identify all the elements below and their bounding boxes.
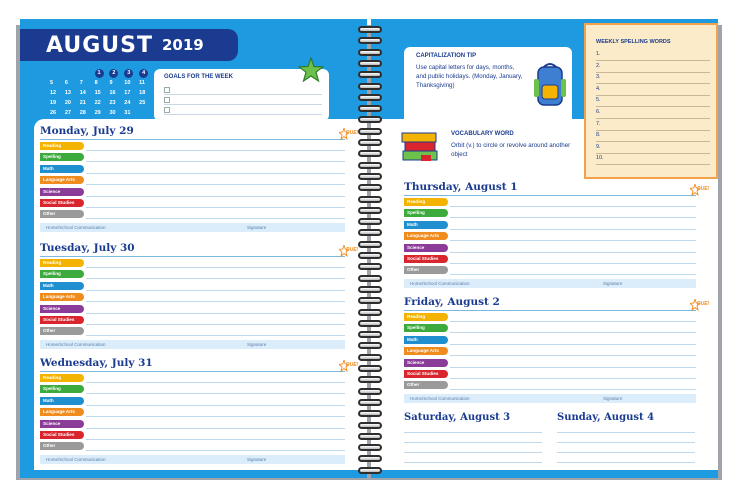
calendar-day: 21 xyxy=(79,100,86,106)
weekend-line[interactable] xyxy=(557,462,695,463)
spiral-ring xyxy=(358,128,382,135)
subject-tag-reading: Reading xyxy=(40,142,84,150)
assignment-line[interactable] xyxy=(86,173,345,174)
left-page xyxy=(20,19,367,478)
subject-tag-social-studies: Social Studies xyxy=(404,370,448,378)
spelling-word-line[interactable]: 1. xyxy=(596,51,710,61)
spiral-ring xyxy=(358,37,382,44)
assignment-line[interactable] xyxy=(86,405,345,406)
assignment-line[interactable] xyxy=(450,389,696,390)
calendar-day: 13 xyxy=(64,90,71,96)
due-badge-label: DUE! xyxy=(346,247,359,253)
assignment-line[interactable] xyxy=(86,428,345,429)
assignment-line[interactable] xyxy=(86,382,345,383)
calendar-day xyxy=(65,69,80,79)
calendar-day: 28 xyxy=(79,110,86,116)
calendar-day: 4 xyxy=(139,69,154,79)
assignment-line[interactable] xyxy=(86,313,345,314)
assignment-line[interactable] xyxy=(450,240,696,241)
spiral-ring xyxy=(358,263,382,270)
subject-tag-spelling: Spelling xyxy=(40,270,84,278)
assignment-line[interactable] xyxy=(86,324,345,325)
spelling-word-line[interactable]: 8. xyxy=(596,132,710,142)
assignment-line[interactable] xyxy=(86,150,345,151)
spelling-words-title: WEEKLY SPELLING WORDS xyxy=(596,39,671,45)
assignment-line[interactable] xyxy=(450,367,696,368)
spelling-word-line[interactable]: 2. xyxy=(596,63,710,73)
day-title-monday: Monday, July 29 xyxy=(40,125,134,137)
subject-tag-math: Math xyxy=(404,336,448,344)
assignment-line[interactable] xyxy=(86,335,345,336)
subject-tag-social-studies: Social Studies xyxy=(40,199,84,207)
spiral-ring xyxy=(358,342,382,349)
spiral-ring xyxy=(358,150,382,157)
books-icon xyxy=(401,127,441,163)
calendar-day: 17 xyxy=(124,90,131,96)
subject-tag-language-arts: Language Arts xyxy=(404,347,448,355)
subject-tag-language-arts: Language Arts xyxy=(40,408,84,416)
assignment-line[interactable] xyxy=(450,217,696,218)
day-title-saturday: Saturday, August 3 xyxy=(404,412,511,423)
spiral-ring xyxy=(358,467,382,474)
subject-tag-reading: Reading xyxy=(40,259,84,267)
vocabulary-text: Orbit (v.) to circle or revolve around another object xyxy=(451,142,571,158)
spiral-ring xyxy=(358,139,382,146)
subject-tag-other: Other xyxy=(40,442,84,450)
day-title-wednesday: Wednesday, July 31 xyxy=(40,357,153,369)
calendar-day: 23 xyxy=(109,100,116,106)
subject-tag-other: Other xyxy=(404,266,448,274)
goals-title: GOALS FOR THE WEEK xyxy=(164,74,233,80)
assignment-line[interactable] xyxy=(450,332,696,333)
spelling-words-box xyxy=(584,23,718,179)
signature-label: Signature xyxy=(247,457,267,462)
subject-tag-math: Math xyxy=(40,165,84,173)
signature-label: Signature xyxy=(603,281,623,286)
subject-tag-science: Science xyxy=(40,188,84,196)
weekend-line[interactable] xyxy=(404,452,542,453)
calendar-day: 30 xyxy=(109,110,116,116)
assignment-line[interactable] xyxy=(86,207,345,208)
calendar-day: 27 xyxy=(64,110,71,116)
spiral-ring xyxy=(358,26,382,33)
calendar-day: 7 xyxy=(79,80,83,86)
spelling-word-line[interactable]: 10. xyxy=(596,155,710,165)
spelling-word-line[interactable]: 3. xyxy=(596,74,710,84)
calendar-day: 5 xyxy=(50,80,54,86)
weekend-line[interactable] xyxy=(404,462,542,463)
spelling-word-line[interactable]: 9. xyxy=(596,144,710,154)
subject-tag-other: Other xyxy=(40,327,84,335)
subject-tag-science: Science xyxy=(40,420,84,428)
calendar-day: 11 xyxy=(139,80,145,86)
subject-tag-other: Other xyxy=(40,210,84,218)
communication-label: Home/School Communication xyxy=(46,342,106,347)
calendar-day: 9 xyxy=(109,80,113,86)
due-badge-label: DUE! xyxy=(697,186,710,192)
assignment-line[interactable] xyxy=(86,278,345,279)
goal-checkbox[interactable] xyxy=(164,107,170,113)
spiral-ring xyxy=(358,399,382,406)
green-star-icon xyxy=(298,57,324,83)
spelling-word-line[interactable]: 5. xyxy=(596,97,710,107)
left-daily-panel xyxy=(34,119,367,470)
communication-label: Home/School Communication xyxy=(410,281,470,286)
spiral-ring xyxy=(358,60,382,67)
calendar-day: 24 xyxy=(124,100,131,106)
subject-tag-social-studies: Social Studies xyxy=(40,431,84,439)
spiral-ring xyxy=(358,105,382,112)
due-badge xyxy=(690,298,712,310)
calendar-week xyxy=(50,89,154,99)
weekend-line[interactable] xyxy=(557,442,695,443)
weekend-line[interactable] xyxy=(557,452,695,453)
spelling-word-line[interactable]: 7. xyxy=(596,121,710,131)
subject-tag-spelling: Spelling xyxy=(404,324,448,332)
home-school-communication[interactable] xyxy=(404,394,696,403)
assignment-line[interactable] xyxy=(86,196,345,197)
spiral-ring xyxy=(358,173,382,180)
spiral-ring xyxy=(358,331,382,338)
communication-label: Home/School Communication xyxy=(46,225,106,230)
subject-tag-social-studies: Social Studies xyxy=(404,255,448,263)
subject-tag-spelling: Spelling xyxy=(40,385,84,393)
spelling-word-line[interactable]: 6. xyxy=(596,109,710,119)
spiral-ring xyxy=(358,116,382,123)
calendar-day: 6 xyxy=(64,80,68,86)
weekend-line[interactable] xyxy=(404,442,542,443)
weekend-line[interactable] xyxy=(557,432,695,433)
spiral-ring xyxy=(358,71,382,78)
spiral-ring xyxy=(358,162,382,169)
assignment-line[interactable] xyxy=(450,263,696,264)
assignment-line[interactable] xyxy=(86,416,345,417)
assignment-line[interactable] xyxy=(450,229,696,230)
subject-tag-reading: Reading xyxy=(404,313,448,321)
spiral-ring xyxy=(358,252,382,259)
assignment-line[interactable] xyxy=(450,274,696,275)
signature-label: Signature xyxy=(603,396,623,401)
assignment-line[interactable] xyxy=(86,301,345,302)
communication-label: Home/School Communication xyxy=(410,396,470,401)
spiral-ring xyxy=(358,422,382,429)
spiral-ring xyxy=(358,376,382,383)
calendar-day: 31 xyxy=(124,110,131,116)
calendar-week xyxy=(50,99,154,109)
due-badge-label: DUE! xyxy=(346,130,359,136)
backpack-icon xyxy=(532,61,568,109)
spelling-word-line[interactable]: 4. xyxy=(596,86,710,96)
spiral-ring xyxy=(358,433,382,440)
calendar-day: 14 xyxy=(79,90,86,96)
spiral-ring xyxy=(358,49,382,56)
home-school-communication[interactable] xyxy=(40,455,345,464)
home-school-communication[interactable] xyxy=(40,223,345,232)
assignment-line[interactable] xyxy=(450,321,696,322)
subject-tag-other: Other xyxy=(404,381,448,389)
assignment-line[interactable] xyxy=(450,206,696,207)
spiral-ring xyxy=(358,309,382,316)
due-badge-label: DUE! xyxy=(697,301,710,307)
subject-tag-math: Math xyxy=(404,221,448,229)
spiral-ring xyxy=(358,94,382,101)
subject-tag-math: Math xyxy=(40,282,84,290)
spiral-ring xyxy=(358,184,382,191)
calendar-week xyxy=(50,109,154,119)
communication-label: Home/School Communication xyxy=(46,457,106,462)
day-header-rule xyxy=(404,195,696,196)
spiral-ring xyxy=(358,297,382,304)
subject-tag-reading: Reading xyxy=(404,198,448,206)
signature-label: Signature xyxy=(247,225,267,230)
capitalization-tip-text: Use capital letters for days, months, and public holidays. (Monday, January, Thanksgiving) xyxy=(416,64,523,89)
calendar-week xyxy=(50,79,154,89)
day-header-rule xyxy=(40,371,345,372)
subject-tag-science: Science xyxy=(404,359,448,367)
subject-tag-science: Science xyxy=(40,305,84,313)
day-header-rule xyxy=(40,139,345,140)
calendar-day: 26 xyxy=(50,110,57,116)
day-header-rule xyxy=(404,310,696,311)
subject-tag-reading: Reading xyxy=(40,374,84,382)
goal-line[interactable] xyxy=(164,87,322,95)
assignment-line[interactable] xyxy=(86,290,345,291)
spiral-ring xyxy=(358,275,382,282)
day-title-tuesday: Tuesday, July 30 xyxy=(40,242,135,254)
spiral-ring xyxy=(358,229,382,236)
subject-tag-math: Math xyxy=(40,397,84,405)
spiral-ring xyxy=(358,410,382,417)
mini-calendar xyxy=(50,69,154,119)
calendar-day xyxy=(50,69,65,79)
right-page xyxy=(371,19,718,478)
due-badge-label: DUE! xyxy=(346,362,359,368)
subject-tag-language-arts: Language Arts xyxy=(40,176,84,184)
spiral-ring xyxy=(358,196,382,203)
day-title-thursday: Thursday, August 1 xyxy=(404,181,518,193)
calendar-day: 20 xyxy=(64,100,71,106)
spiral-binding xyxy=(358,22,382,478)
calendar-day: 2 xyxy=(109,69,124,79)
calendar-day: 3 xyxy=(124,69,139,79)
subject-tag-spelling: Spelling xyxy=(404,209,448,217)
signature-label: Signature xyxy=(247,342,267,347)
month-title: AUGUST xyxy=(46,33,153,58)
spiral-ring xyxy=(358,241,382,248)
day-title-friday: Friday, August 2 xyxy=(404,296,500,308)
spiral-ring xyxy=(358,218,382,225)
calendar-day: 18 xyxy=(139,90,146,96)
assignment-line[interactable] xyxy=(86,393,345,394)
spiral-ring xyxy=(358,286,382,293)
month-year: 2019 xyxy=(162,36,204,54)
due-badge xyxy=(690,183,712,195)
calendar-day: 12 xyxy=(50,90,57,96)
calendar-day: 16 xyxy=(109,90,116,96)
calendar-day xyxy=(80,69,95,79)
calendar-day: 1 xyxy=(95,69,110,79)
calendar-day: 19 xyxy=(50,100,57,106)
home-school-communication[interactable] xyxy=(404,279,696,288)
assignment-line[interactable] xyxy=(86,218,345,219)
subject-tag-spelling: Spelling xyxy=(40,153,84,161)
calendar-day: 8 xyxy=(94,80,98,86)
goal-line[interactable] xyxy=(164,107,322,115)
spiral-ring xyxy=(358,365,382,372)
assignment-line[interactable] xyxy=(450,252,696,253)
spiral-ring xyxy=(358,83,382,90)
vocabulary-title: VOCABULARY WORD xyxy=(451,131,514,137)
spiral-ring xyxy=(358,444,382,451)
weekend-line[interactable] xyxy=(404,432,542,433)
subject-tag-language-arts: Language Arts xyxy=(404,232,448,240)
spiral-ring xyxy=(358,388,382,395)
assignment-line[interactable] xyxy=(86,161,345,162)
assignment-line[interactable] xyxy=(86,439,345,440)
goal-checkbox[interactable] xyxy=(164,97,170,103)
calendar-day: 22 xyxy=(94,100,101,106)
assignment-line[interactable] xyxy=(86,184,345,185)
day-header-rule xyxy=(40,256,345,257)
capitalization-tip-title: CAPITALIZATION TIP xyxy=(416,53,477,59)
calendar-day: 15 xyxy=(94,90,101,96)
subject-tag-language-arts: Language Arts xyxy=(40,293,84,301)
assignment-line[interactable] xyxy=(450,378,696,379)
spiral-ring xyxy=(358,354,382,361)
calendar-day: 10 xyxy=(124,80,131,86)
calendar-week xyxy=(50,69,154,79)
calendar-day: 29 xyxy=(94,110,101,116)
calendar-day xyxy=(139,109,154,119)
subject-tag-social-studies: Social Studies xyxy=(40,316,84,324)
subject-tag-science: Science xyxy=(404,244,448,252)
spiral-ring xyxy=(358,455,382,462)
assignment-line[interactable] xyxy=(86,450,345,451)
spiral-ring xyxy=(358,320,382,327)
goal-line[interactable] xyxy=(164,97,322,105)
spiral-ring xyxy=(358,207,382,214)
calendar-day: 25 xyxy=(139,100,146,106)
assignment-line[interactable] xyxy=(450,355,696,356)
goal-checkbox[interactable] xyxy=(164,87,170,93)
assignment-line[interactable] xyxy=(450,344,696,345)
day-title-sunday: Sunday, August 4 xyxy=(557,412,655,423)
assignment-line[interactable] xyxy=(86,267,345,268)
home-school-communication[interactable] xyxy=(40,340,345,349)
